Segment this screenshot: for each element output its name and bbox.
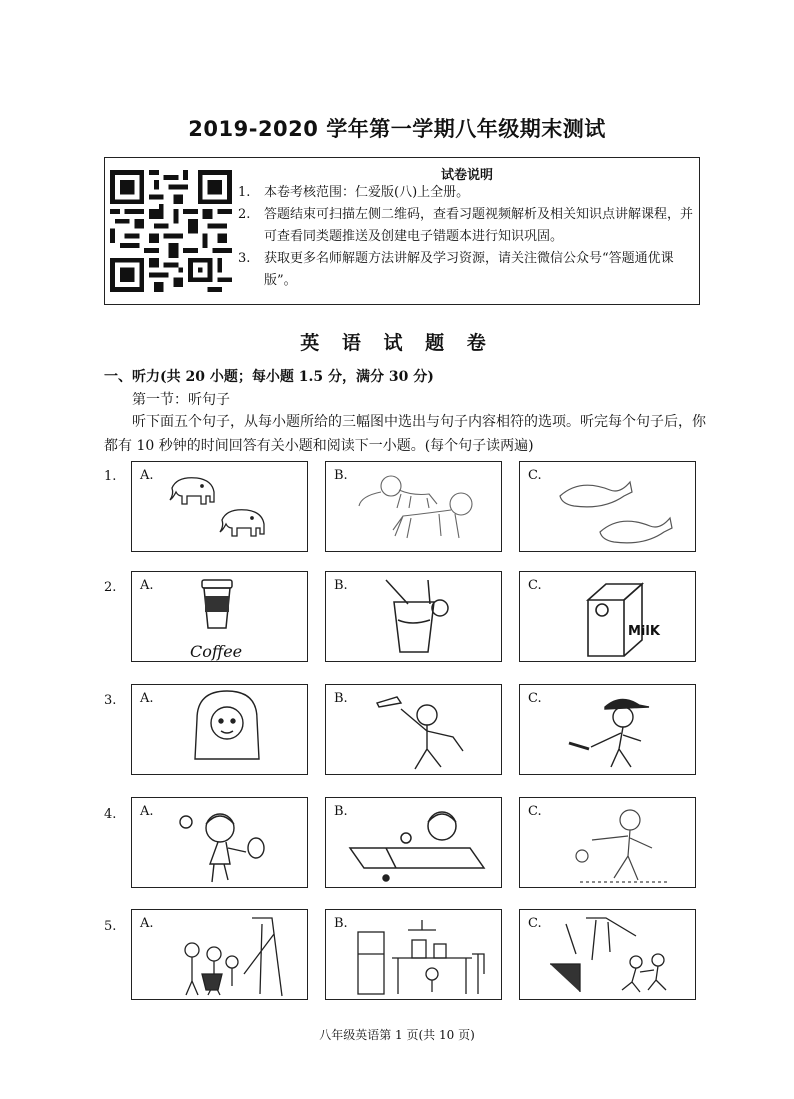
option-box[interactable]: [325, 461, 502, 552]
paper-subtitle: 英 语 试 题 卷: [300, 332, 494, 354]
info-item-2-number: 2.: [238, 207, 251, 222]
option-box[interactable]: [519, 797, 696, 888]
question-number: 4.: [104, 807, 117, 822]
option-box[interactable]: [519, 571, 696, 662]
option-box[interactable]: [131, 571, 308, 662]
listening-instruction: 听下面五个句子，从每小题所给的三幅图中选出与句子内容相符的选项。听完每个句子后，你都有 10 秒钟的时间回答有关小题和阅读下一小题。(每个句子读两遍): [104, 414, 706, 454]
info-item-1-text: 本卷考核范围：仁爱版(八)上全册。: [264, 185, 470, 200]
girl-pingpong-icon: [346, 804, 496, 886]
question-number: 2.: [104, 580, 117, 595]
coffee-label: Coffee: [190, 642, 243, 661]
children-running-icon: [546, 914, 692, 998]
woman-football-icon: [560, 804, 680, 886]
lions-icon: [351, 470, 491, 548]
coffee-cup-icon: [182, 578, 262, 648]
info-item-3-number: 3.: [238, 251, 251, 266]
info-item-3-text: 获取更多名师解题方法讲解及学习资源，请关注微信公众号“答题通优课版”。: [264, 251, 674, 288]
boy-cap-icon: [565, 691, 675, 773]
part-heading: 第一节：听句子: [132, 392, 230, 408]
option-box[interactable]: [519, 461, 696, 552]
option-box[interactable]: [325, 909, 502, 1000]
option-box[interactable]: [325, 684, 502, 775]
whales-icon: [550, 472, 685, 550]
info-heading: 试卷说明: [440, 168, 493, 183]
option-label: A.: [140, 578, 154, 593]
option-label: A.: [140, 691, 154, 706]
question-number: 5.: [104, 919, 117, 934]
option-box[interactable]: [519, 684, 696, 775]
option-label: C.: [528, 578, 542, 593]
option-label: B.: [334, 468, 348, 483]
kitchen-table-icon: [352, 914, 498, 998]
option-box[interactable]: [325, 571, 502, 662]
page-title: 2019-2020 学年第一学期八年级期末测试: [188, 117, 606, 141]
page-footer: 八年级英语第 1 页(共 10 页): [319, 1028, 475, 1042]
girl-tennis-icon: [172, 804, 282, 888]
juice-glass-icon: [376, 578, 466, 658]
option-label: A.: [140, 916, 154, 931]
qr-code[interactable]: [110, 170, 232, 292]
option-label: C.: [528, 804, 542, 819]
option-box[interactable]: [131, 909, 308, 1000]
masked-boy-icon: [371, 689, 481, 773]
info-item-1-number: 1.: [238, 185, 251, 200]
option-label: B.: [334, 578, 348, 593]
option-label: A.: [140, 468, 154, 483]
milk-carton-icon: [582, 580, 652, 660]
option-label: C.: [528, 691, 542, 706]
girl-hood-icon: [177, 689, 277, 773]
section-heading: 一、听力(共 20 小题；每小题 1.5 分，满分 30 分): [104, 369, 434, 385]
option-label: B.: [334, 691, 348, 706]
option-box[interactable]: [131, 797, 308, 888]
info-item-2-text: 答题结束可扫描左侧二维码，查看习题视频解析及相关知识点讲解课程，并可查看同类题推送及创建电子错题本进行知识巩固。: [264, 207, 694, 244]
question-number: 3.: [104, 693, 117, 708]
option-label: B.: [334, 804, 348, 819]
question-number: 1.: [104, 469, 117, 484]
option-label: C.: [528, 916, 542, 931]
option-box[interactable]: [325, 797, 502, 888]
milk-label: MilK: [628, 624, 660, 639]
option-label: A.: [140, 804, 154, 819]
option-box[interactable]: [519, 909, 696, 1000]
elephants-icon: [162, 468, 292, 548]
option-box[interactable]: [131, 461, 308, 552]
option-box[interactable]: [131, 684, 308, 775]
family-ruins-icon: [162, 914, 302, 998]
option-label: C.: [528, 468, 542, 483]
option-label: B.: [334, 916, 348, 931]
